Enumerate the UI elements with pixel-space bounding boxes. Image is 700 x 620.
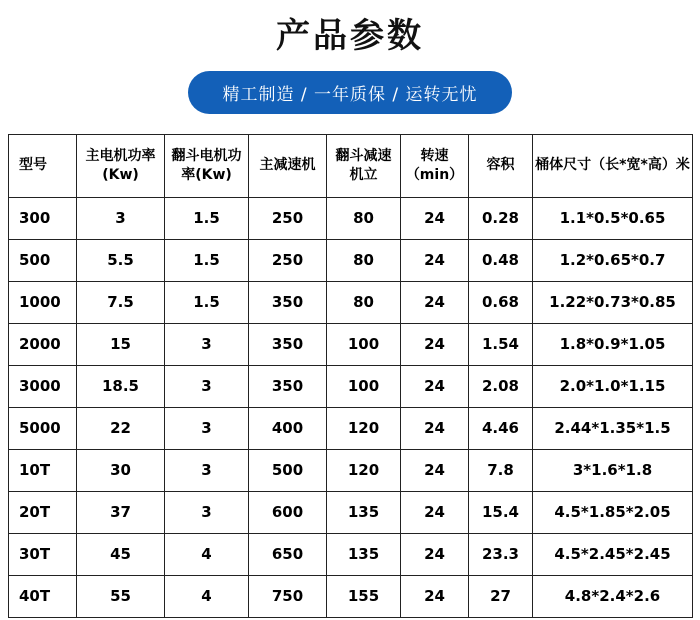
cell-barrel-size: 4.8*2.4*2.6	[533, 575, 693, 617]
cell-volume: 2.08	[469, 365, 533, 407]
cell-volume: 27	[469, 575, 533, 617]
column-header-main-reducer: 主减速机	[249, 134, 327, 197]
cell-tipper-reducer: 135	[327, 491, 401, 533]
cell-model: 2000	[9, 323, 77, 365]
cell-speed: 24	[401, 323, 469, 365]
cell-main-reducer: 600	[249, 491, 327, 533]
cell-speed: 24	[401, 281, 469, 323]
column-header-model: 型号	[9, 134, 77, 197]
cell-main-motor-power: 18.5	[77, 365, 165, 407]
spec-table	[8, 134, 693, 618]
cell-main-reducer: 400	[249, 407, 327, 449]
cell-speed: 24	[401, 239, 469, 281]
cell-tipper-motor-power: 3	[165, 491, 249, 533]
cell-speed: 24	[401, 449, 469, 491]
cell-tipper-reducer: 100	[327, 365, 401, 407]
cell-volume: 0.68	[469, 281, 533, 323]
table-row	[9, 365, 693, 407]
cell-tipper-reducer: 80	[327, 281, 401, 323]
cell-main-reducer: 500	[249, 449, 327, 491]
table-row	[9, 449, 693, 491]
cell-volume: 0.28	[469, 197, 533, 239]
cell-tipper-motor-power: 1.5	[165, 281, 249, 323]
cell-tipper-reducer: 80	[327, 197, 401, 239]
cell-tipper-motor-power: 3	[165, 449, 249, 491]
cell-barrel-size: 3*1.6*1.8	[533, 449, 693, 491]
cell-main-reducer: 650	[249, 533, 327, 575]
cell-barrel-size: 2.0*1.0*1.15	[533, 365, 693, 407]
column-header-volume: 容积	[469, 134, 533, 197]
column-header-main-motor-power: 主电机功率(Kw)	[77, 134, 165, 197]
cell-barrel-size: 4.5*1.85*2.05	[533, 491, 693, 533]
cell-tipper-motor-power: 3	[165, 365, 249, 407]
cell-volume: 15.4	[469, 491, 533, 533]
table-row	[9, 239, 693, 281]
cell-model: 30T	[9, 533, 77, 575]
cell-barrel-size: 2.44*1.35*1.5	[533, 407, 693, 449]
cell-tipper-motor-power: 4	[165, 575, 249, 617]
table-row	[9, 323, 693, 365]
badge-container	[0, 71, 700, 114]
cell-tipper-reducer: 135	[327, 533, 401, 575]
cell-tipper-reducer: 155	[327, 575, 401, 617]
cell-volume: 0.48	[469, 239, 533, 281]
cell-tipper-motor-power: 1.5	[165, 239, 249, 281]
cell-main-motor-power: 55	[77, 575, 165, 617]
cell-main-motor-power: 5.5	[77, 239, 165, 281]
cell-main-motor-power: 3	[77, 197, 165, 239]
cell-model: 300	[9, 197, 77, 239]
page-title: 产品参数	[276, 16, 424, 56]
cell-barrel-size: 1.1*0.5*0.65	[533, 197, 693, 239]
cell-tipper-motor-power: 3	[165, 407, 249, 449]
table-body	[9, 197, 693, 617]
cell-main-motor-power: 22	[77, 407, 165, 449]
cell-main-reducer: 350	[249, 365, 327, 407]
table-row	[9, 197, 693, 239]
cell-tipper-motor-power: 1.5	[165, 197, 249, 239]
table-row	[9, 281, 693, 323]
cell-main-motor-power: 30	[77, 449, 165, 491]
table-header	[9, 134, 693, 197]
cell-volume: 4.46	[469, 407, 533, 449]
cell-main-reducer: 250	[249, 239, 327, 281]
cell-barrel-size: 1.8*0.9*1.05	[533, 323, 693, 365]
cell-speed: 24	[401, 575, 469, 617]
cell-speed: 24	[401, 197, 469, 239]
column-header-speed: 转速（min）	[401, 134, 469, 197]
cell-tipper-reducer: 100	[327, 323, 401, 365]
table-row	[9, 407, 693, 449]
cell-speed: 24	[401, 491, 469, 533]
cell-tipper-reducer: 120	[327, 449, 401, 491]
table-row	[9, 491, 693, 533]
cell-model: 5000	[9, 407, 77, 449]
table-header-row	[9, 134, 693, 197]
cell-speed: 24	[401, 365, 469, 407]
cell-main-reducer: 350	[249, 323, 327, 365]
cell-speed: 24	[401, 407, 469, 449]
cell-barrel-size: 1.2*0.65*0.7	[533, 239, 693, 281]
promo-badge: 精工制造 / 一年质保 / 运转无忧	[188, 71, 511, 114]
column-header-tipper-motor-power: 翻斗电机功率(Kw)	[165, 134, 249, 197]
cell-main-reducer: 350	[249, 281, 327, 323]
cell-main-reducer: 250	[249, 197, 327, 239]
cell-barrel-size: 4.5*2.45*2.45	[533, 533, 693, 575]
cell-main-motor-power: 37	[77, 491, 165, 533]
cell-speed: 24	[401, 533, 469, 575]
cell-tipper-reducer: 120	[327, 407, 401, 449]
cell-volume: 7.8	[469, 449, 533, 491]
table-row	[9, 533, 693, 575]
cell-main-motor-power: 7.5	[77, 281, 165, 323]
column-header-barrel-size: 桶体尺寸（长*宽*高）米	[533, 134, 693, 197]
cell-tipper-motor-power: 4	[165, 533, 249, 575]
cell-model: 3000	[9, 365, 77, 407]
cell-main-motor-power: 15	[77, 323, 165, 365]
cell-model: 20T	[9, 491, 77, 533]
column-header-tipper-reducer: 翻斗减速机立	[327, 134, 401, 197]
cell-model: 40T	[9, 575, 77, 617]
cell-model: 1000	[9, 281, 77, 323]
table-row	[9, 575, 693, 617]
cell-main-motor-power: 45	[77, 533, 165, 575]
cell-model: 10T	[9, 449, 77, 491]
cell-volume: 1.54	[469, 323, 533, 365]
cell-tipper-reducer: 80	[327, 239, 401, 281]
spec-table-container	[8, 134, 692, 618]
cell-main-reducer: 750	[249, 575, 327, 617]
cell-tipper-motor-power: 3	[165, 323, 249, 365]
cell-volume: 23.3	[469, 533, 533, 575]
cell-model: 500	[9, 239, 77, 281]
cell-barrel-size: 1.22*0.73*0.85	[533, 281, 693, 323]
